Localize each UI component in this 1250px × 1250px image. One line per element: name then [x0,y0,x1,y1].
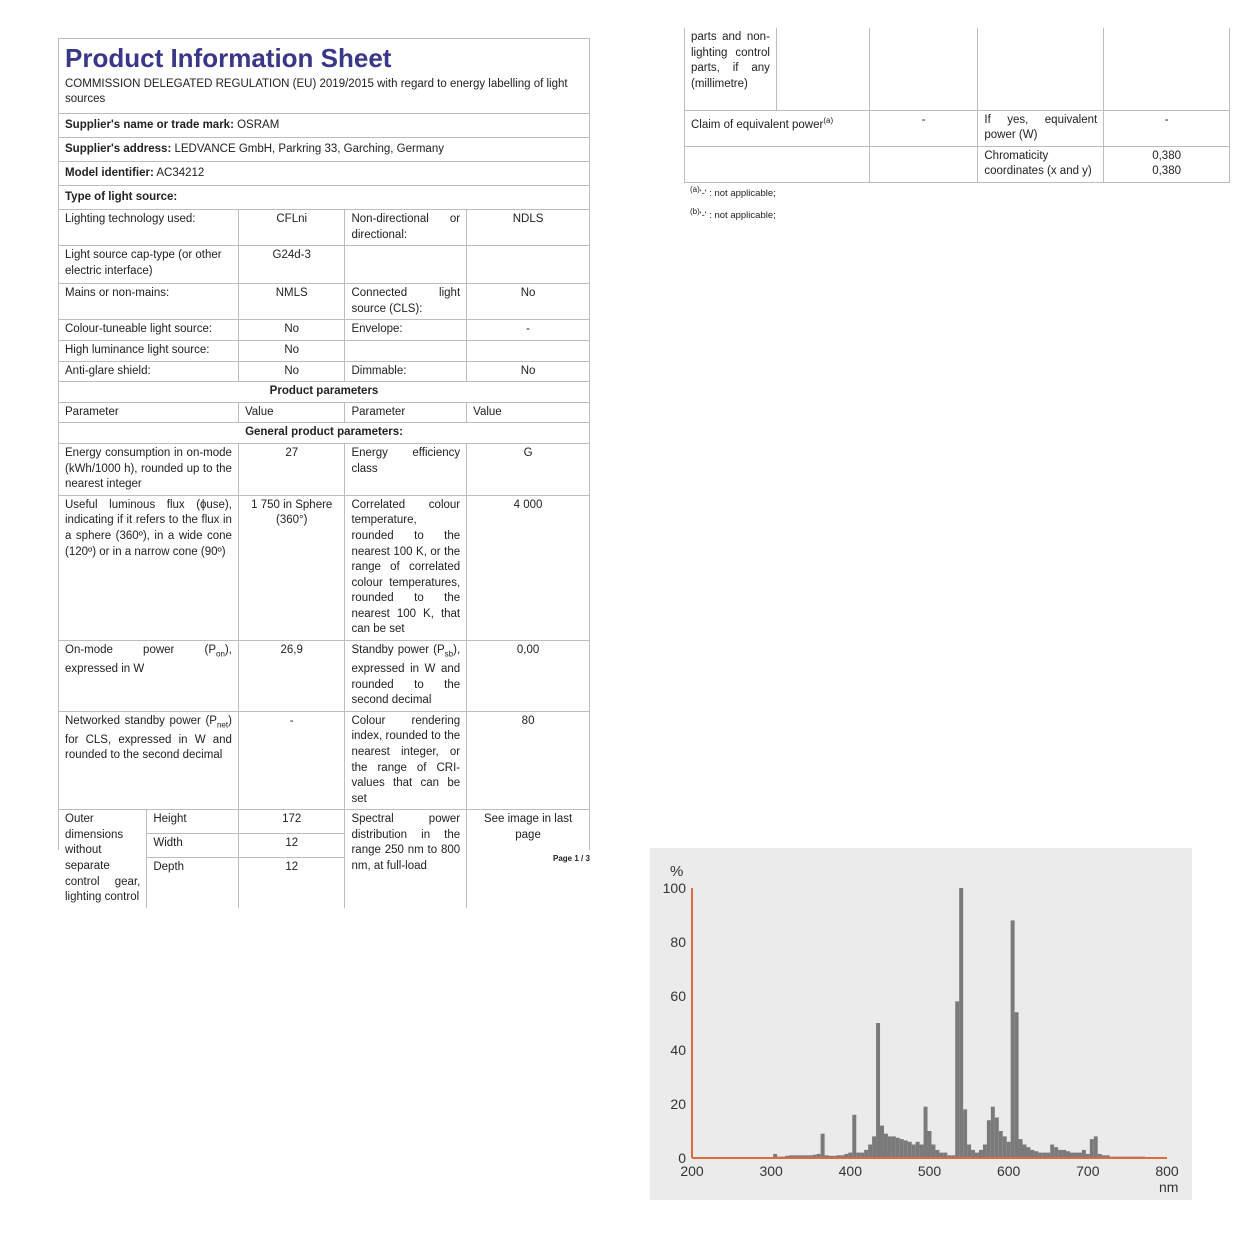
table-row [59,361,589,382]
table-row [59,495,589,640]
param-value: 27 [238,443,345,495]
table-row [59,320,589,341]
spectrum-bar [1007,1142,1011,1158]
spectrum-bar [1034,1151,1038,1158]
dimension-label-height: Height [147,810,239,834]
dimension-value-height: 172 [238,810,345,834]
param-label-subscript: net [216,720,229,730]
chromaticity-y: 0,380 [1152,165,1181,178]
param-label: Energy consumption in on-mode (kWh/1000 h), rounded up to the nearest integer [59,443,238,495]
footnote-marker: (a) [823,115,834,125]
spectrum-bar [852,1115,856,1158]
param-value: 0,00 [467,641,589,712]
footnote-marker: (a) [690,185,700,194]
spectrum-bar [971,1150,975,1158]
footnote [690,181,776,203]
chromaticity-label: Chromaticity coordinates (x and y) [978,146,1104,182]
param-value: 1 750 in Sphere (360°) [238,495,345,640]
section-heading-product-parameters: Product parameters [59,382,589,403]
footnote [690,203,776,225]
spectrum-bar [1019,1139,1023,1158]
table-row [59,810,589,834]
parts-label: parts and non-lighting control parts, if any (millimetre) [685,28,777,110]
param-label-text: Networked standby power (P [65,714,217,727]
empty-cell [776,28,869,110]
spd-value: See image in last page [467,810,589,908]
spd-label: Spectral power distribution in the range 250 nm to 800 nm, at full-load [345,810,467,908]
param-label: Correlated colour temperature, rounded to the nearest 100 K, or the range of correlated colour temperatures, rounded to the nearest 100 K, that can be set [345,495,467,640]
spectrum-bar [967,1145,971,1159]
column-header-value: Value [238,402,345,423]
x-tick-label: 300 [759,1163,783,1179]
table-row [59,284,589,320]
x-tick-label: 500 [917,1163,942,1179]
spectrum-bar [916,1142,920,1158]
param-label: Useful luminous flux (ɸuse), indicating if it refers to the flux in a sphere (360º), in a wide cone (120º) or in a narrow cone (90º) [59,495,238,640]
x-tick-label: 600 [996,1163,1021,1179]
param-label: Colour rendering index, rounded to the nearest integer, or the range of CRI-values that can be set [345,711,467,810]
param-label-text: ), expressed in W and rounded to the second decimal [351,644,461,707]
spectrum-bar [963,1109,967,1158]
spectrum-bar [955,1001,959,1158]
param-label [345,340,467,361]
param-label: Anti-glare shield: [59,361,238,382]
param-value: No [238,320,345,341]
footnote-text: '-' : not applicable; [699,210,776,222]
spectrum-bar [1058,1150,1062,1158]
spectrum-bar [1026,1147,1030,1158]
param-value: No [467,284,589,320]
table-row [59,340,589,361]
param-value: NDLS [467,210,589,246]
column-header-parameter: Parameter [59,402,238,423]
model-identifier-row [59,162,589,186]
y-tick-label: 20 [670,1096,686,1112]
param-value: - [467,320,589,341]
spectrum-bar [983,1145,987,1159]
supplier-name-label: Supplier's name or trade mark: [65,119,234,131]
empty-cell [685,146,870,182]
param-label-text: Standby power (P [351,644,445,657]
x-tick-label: 800 [1155,1163,1179,1179]
spectrum-chart-panel [650,848,1192,1200]
y-tick-label: 0 [678,1150,686,1166]
spectrum-bar [821,1134,825,1158]
param-value: CFLni [238,210,345,246]
param-label-subscript: on [216,649,225,659]
spectrum-bar [1011,920,1015,1158]
param-value: No [238,361,345,382]
chromaticity-x: 0,380 [1152,149,1181,162]
spectrum-bar [1062,1150,1066,1158]
supplier-address-value: LEDVANCE GmbH, Parkring 33, Garching, Germany [174,143,444,155]
equivalent-power-value: - [1104,110,1230,146]
dimension-value-depth: 12 [238,857,345,908]
spectrum-bar [935,1150,939,1158]
footnote-text: '-' : not applicable; [699,188,776,200]
spectrum-bar [920,1145,924,1159]
table-row [59,711,589,810]
chromaticity-values [1104,146,1230,182]
supplier-address-label: Supplier's address: [65,143,172,155]
claim-equivalent-power-value: - [869,110,978,146]
table-row [59,246,589,284]
spectrum-bar [880,1126,884,1158]
spectrum-bar [991,1107,995,1158]
column-header-value: Value [467,402,589,423]
spectrum-bar [1082,1150,1086,1158]
spectrum-bar [1066,1151,1070,1158]
param-label: Colour-tuneable light source: [59,320,238,341]
spectrum-bar [864,1150,868,1158]
param-value: - [238,711,345,810]
spectrum-bar [924,1107,928,1158]
table-header-row [59,402,589,423]
empty-cell [869,28,978,110]
param-value: G24d-3 [238,246,345,284]
spectrum-bar [1023,1145,1027,1159]
spectrum-bar [912,1145,916,1159]
x-axis-label: nm [1159,1179,1179,1195]
param-label-text: ) for CLS, expressed in W and rounded to the second decimal [65,714,232,762]
param-label-subscript: sb [444,649,454,659]
equivalent-power-label: If yes, equivalent power (W) [978,110,1104,146]
dimension-label-width: Width [147,834,239,858]
spectrum-bar [900,1139,904,1158]
param-label: Light source cap-type (or other electric interface) [59,246,238,284]
dimensions-label: Outer dimensions without separate control gear, lighting control [59,810,147,908]
y-axis-label: % [670,863,684,880]
spectrum-bar [904,1140,908,1158]
spectrum-bar [931,1145,935,1159]
type-of-light-source-label: Type of light source: [65,191,178,203]
table-row [685,110,1230,146]
spectrum-bar [999,1131,1003,1158]
dimension-value-width: 12 [238,834,345,858]
spectrum-bar [1050,1145,1054,1159]
spectrum-bar [892,1136,896,1158]
footnotes [690,181,776,225]
param-label: Connected light source (CLS): [345,284,467,320]
y-tick-label: 80 [670,934,686,950]
param-value: 4 000 [467,495,589,640]
param-value [467,340,589,361]
param-label: Envelope: [345,320,467,341]
spectrum-chart [650,848,1192,1200]
table-row [59,641,589,712]
column-header-parameter: Parameter [345,402,467,423]
regulation-subtitle: COMMISSION DELEGATED REGULATION (EU) 2019/2015 with regard to energy labelling of light sources [59,75,589,114]
supplier-name-value: OSRAM [237,119,280,131]
spectrum-bar [888,1136,892,1158]
param-value: No [238,340,345,361]
section-heading-general-parameters: General product parameters: [59,423,589,444]
continuation-table-wrapper [684,28,1230,183]
param-label [345,246,467,284]
param-label: Lighting technology used: [59,210,238,246]
x-tick-label: 400 [838,1163,863,1179]
empty-cell [978,28,1104,110]
param-value: 80 [467,711,589,810]
dimension-label-depth: Depth [147,857,239,908]
y-tick-label: 60 [670,988,686,1004]
param-label: High luminance light source: [59,340,238,361]
spectrum-bar [884,1134,888,1158]
param-label: Non-directional or directional: [345,210,467,246]
spectrum-bar [995,1118,999,1159]
spectrum-bar [1030,1150,1034,1158]
param-value: 26,9 [238,641,345,712]
spectrum-bar [1015,1012,1019,1158]
param-value: No [467,361,589,382]
spectrum-bar [987,1120,991,1158]
table-row [59,382,589,403]
param-label: Dimmable: [345,361,467,382]
spectrum-bar [959,888,963,1158]
param-label [59,711,238,810]
empty-cell [869,146,978,182]
param-label-text: ), expressed in W [65,644,232,675]
param-label: Energy efficiency class [345,443,467,495]
model-identifier-value: AC34212 [156,167,205,179]
x-tick-label: 200 [680,1163,704,1179]
continuation-table [684,28,1230,183]
table-row [685,28,1230,110]
param-label: Mains or non-mains: [59,284,238,320]
table-row [59,423,589,444]
spectrum-bar [868,1145,872,1159]
parameters-table [59,209,589,908]
claim-equivalent-power-label [685,110,870,146]
supplier-address-row [59,138,589,162]
spectrum-bar [928,1131,932,1158]
spectrum-bar [1094,1136,1098,1158]
spectrum-bar [1054,1147,1058,1158]
model-identifier-label: Model identifier: [65,167,154,179]
param-label [345,641,467,712]
param-value: G [467,443,589,495]
y-tick-label: 40 [670,1042,686,1058]
spectrum-bar [876,1023,880,1158]
param-value [467,246,589,284]
spectrum-bar [979,1150,983,1158]
param-label-text: On-mode power (P [65,644,217,657]
empty-cell [1104,28,1230,110]
type-of-light-source-row [59,186,589,209]
table-row [59,210,589,246]
table-row [59,443,589,495]
spectrum-bar [896,1138,900,1158]
page-title: Product Information Sheet [65,43,392,73]
page-number: Page 1 / 3 [553,854,590,863]
spectrum-bar [908,1142,912,1158]
table-row [685,146,1230,182]
spectrum-bar [1090,1139,1094,1158]
footnote-marker: (b) [690,207,700,217]
supplier-name-row [59,114,589,138]
spectrum-bar [872,1136,876,1158]
y-tick-label: 100 [662,880,686,896]
param-label [59,641,238,712]
param-value: NMLS [238,284,345,320]
spectrum-bar [1003,1136,1007,1158]
claim-label-text: Claim of equivalent power [691,118,824,131]
x-tick-label: 700 [1076,1163,1100,1179]
